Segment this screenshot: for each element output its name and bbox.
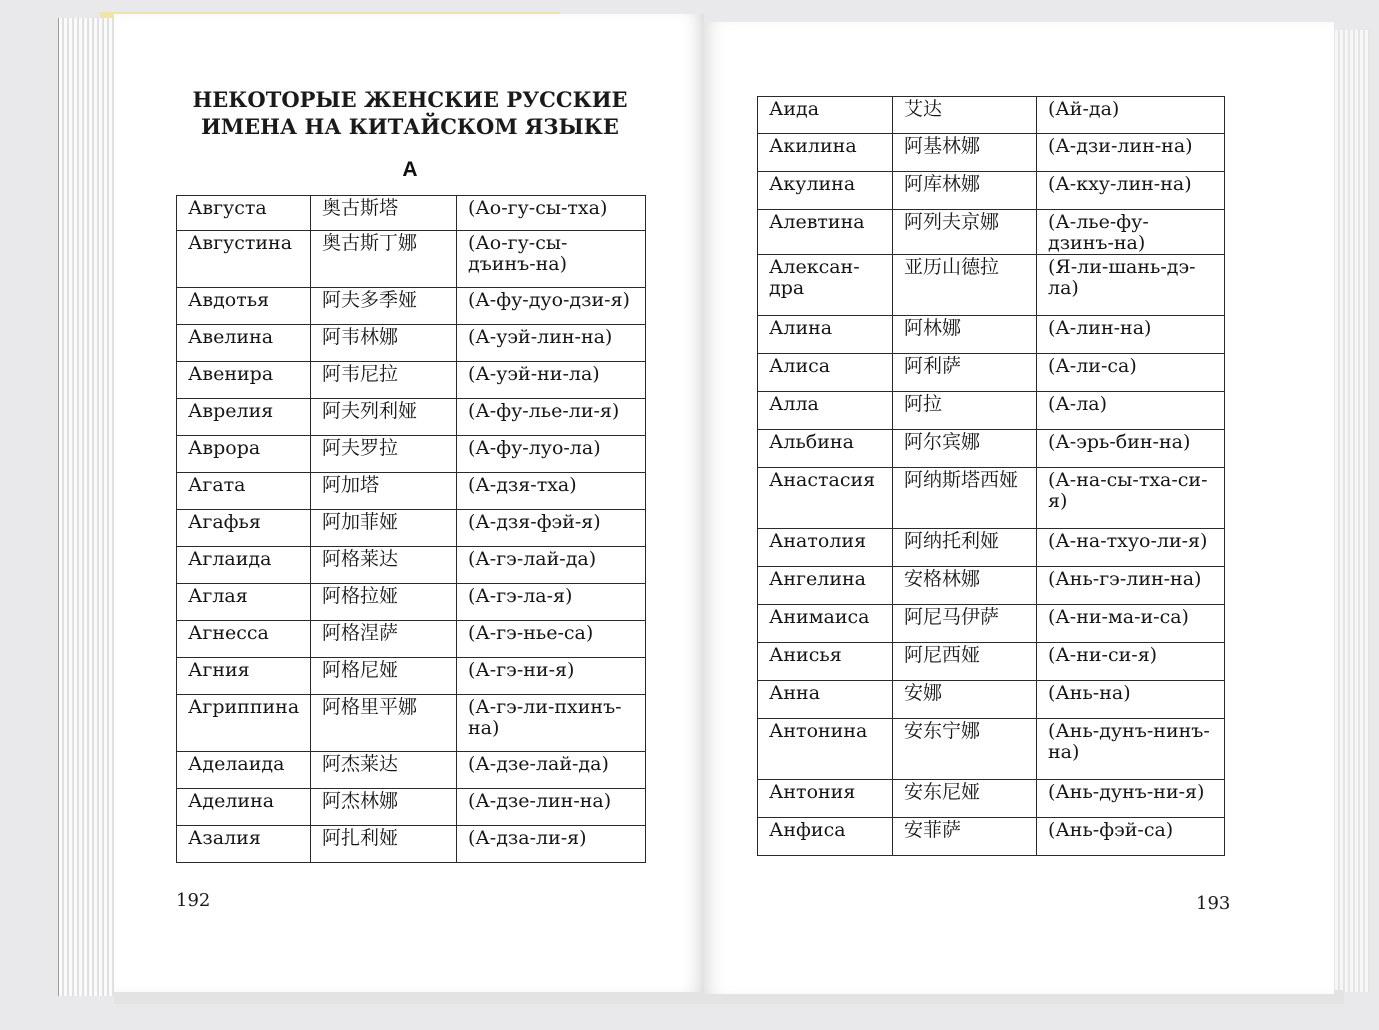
chinese-name-cell: 阿格里平娜 [311,695,457,752]
page-edges-right [1330,30,1370,992]
table-row [758,172,1225,210]
table-row [177,510,646,547]
table-row [177,547,646,584]
russian-name-cell: Августа [177,196,311,231]
chinese-name-cell: 阿库林娜 [893,172,1037,210]
transcription-cell: (Ань-гэ-лин-на) [1037,567,1225,605]
chinese-name-cell: 安东宁娜 [893,719,1037,780]
table-row [758,719,1225,780]
chinese-name-cell: 阿加菲娅 [311,510,457,547]
transcription-cell: (А-гэ-нье-са) [457,621,646,658]
russian-name-cell: Алексан-дра [758,255,893,316]
chinese-name-cell: 阿韦林娜 [311,325,457,362]
russian-name-cell: Аделаида [177,752,311,789]
chinese-name-cell: 阿格尼娅 [311,658,457,695]
chinese-name-cell: 阿纳托利娅 [893,529,1037,567]
chinese-name-cell: 阿格涅萨 [311,621,457,658]
transcription-cell: (А-дзя-фэй-я) [457,510,646,547]
table-row [177,584,646,621]
russian-name-cell: Аврелия [177,399,311,436]
transcription-cell: (А-ли-са) [1037,354,1225,392]
russian-name-cell: Авдотья [177,288,311,325]
chinese-name-cell: 阿加塔 [311,473,457,510]
title-line-2: ИМЕНА НА КИТАЙСКОМ ЯЗЫКЕ [201,114,619,139]
chinese-name-cell: 阿夫罗拉 [311,436,457,473]
chinese-name-cell: 阿格拉娅 [311,584,457,621]
table-row [177,399,646,436]
russian-name-cell: Авелина [177,325,311,362]
table-row [758,255,1225,316]
chinese-name-cell: 安娜 [893,681,1037,719]
transcription-cell: (Ань-дунъ-нинъ-на) [1037,719,1225,780]
transcription-cell: (А-эрь-бин-на) [1037,430,1225,468]
russian-name-cell: Аврора [177,436,311,473]
table-row [177,789,646,826]
table-row [177,362,646,399]
transcription-cell: (А-фу-луо-ла) [457,436,646,473]
table-row [177,196,646,231]
page-number-left: 192 [176,890,211,911]
chinese-name-cell: 阿扎利娅 [311,826,457,863]
page-number-right: 193 [1196,893,1231,914]
title-line-1: НЕКОТОРЫЕ ЖЕНСКИЕ РУССКИЕ [192,87,628,112]
table-row [177,658,646,695]
transcription-cell: (Ао-гу-сы-тха) [457,196,646,231]
russian-name-cell: Акулина [758,172,893,210]
transcription-cell: (А-фу-лье-ли-я) [457,399,646,436]
chinese-name-cell: 阿尼马伊萨 [893,605,1037,643]
russian-name-cell: Агриппина [177,695,311,752]
chinese-name-cell: 阿拉 [893,392,1037,430]
chinese-name-cell: 艾达 [893,97,1037,134]
transcription-cell: (А-уэй-ни-ла) [457,362,646,399]
chinese-name-cell: 阿杰莱达 [311,752,457,789]
transcription-cell: (А-лин-на) [1037,316,1225,354]
russian-name-cell: Анфиса [758,818,893,856]
chinese-name-cell: 安菲萨 [893,818,1037,856]
russian-name-cell: Алина [758,316,893,354]
chinese-name-cell: 奥古斯丁娜 [311,231,457,288]
transcription-cell: (Ао-гу-сы-дъинъ-на) [457,231,646,288]
russian-name-cell: Ангелина [758,567,893,605]
page-title [170,86,650,140]
table-row [177,695,646,752]
table-row [177,473,646,510]
chinese-name-cell: 安格林娜 [893,567,1037,605]
table-row [177,231,646,288]
russian-name-cell: Анатолия [758,529,893,567]
russian-name-cell: Антонина [758,719,893,780]
chinese-name-cell: 阿列夫京娜 [893,210,1037,255]
table-row [758,134,1225,172]
table-row [177,288,646,325]
transcription-cell: (А-уэй-лин-на) [457,325,646,362]
russian-name-cell: Анисья [758,643,893,681]
transcription-cell: (А-ни-ма-и-са) [1037,605,1225,643]
table-row [758,210,1225,255]
table-row [177,826,646,863]
transcription-cell: (А-ни-си-я) [1037,643,1225,681]
chinese-name-cell: 阿纳斯塔西娅 [893,468,1037,529]
russian-name-cell: Алла [758,392,893,430]
russian-name-cell: Аглая [177,584,311,621]
transcription-cell: (А-гэ-лай-да) [457,547,646,584]
table-row [758,354,1225,392]
table-row [758,529,1225,567]
chinese-name-cell: 奥古斯塔 [311,196,457,231]
russian-name-cell: Агата [177,473,311,510]
russian-name-cell: Агнесса [177,621,311,658]
chinese-name-cell: 安东尼娅 [893,780,1037,818]
table-row [758,97,1225,134]
russian-name-cell: Альбина [758,430,893,468]
chinese-name-cell: 阿利萨 [893,354,1037,392]
table-row [758,567,1225,605]
russian-name-cell: Аделина [177,789,311,826]
transcription-cell: (А-на-сы-тха-си-я) [1037,468,1225,529]
russian-name-cell: Аида [758,97,893,134]
russian-name-cell: Антония [758,780,893,818]
russian-name-cell: Агния [177,658,311,695]
transcription-cell: (А-дзе-лин-на) [457,789,646,826]
names-table-left [176,195,646,863]
table-row [758,430,1225,468]
section-letter: А [402,158,418,181]
table-row [758,468,1225,529]
chinese-name-cell: 阿林娜 [893,316,1037,354]
chinese-name-cell: 阿杰林娜 [311,789,457,826]
chinese-name-cell: 阿韦尼拉 [311,362,457,399]
transcription-cell: (А-гэ-ни-я) [457,658,646,695]
russian-name-cell: Анимаиса [758,605,893,643]
russian-name-cell: Азалия [177,826,311,863]
table-row [758,605,1225,643]
table-row [177,752,646,789]
table-row [177,325,646,362]
transcription-cell: (А-дзя-тха) [457,473,646,510]
table-row [177,621,646,658]
transcription-cell: (А-ла) [1037,392,1225,430]
transcription-cell: (Я-ли-шань-дэ-ла) [1037,255,1225,316]
transcription-cell: (Ань-фэй-са) [1037,818,1225,856]
transcription-cell: (А-лье-фу-дзинъ-на) [1037,210,1225,255]
russian-name-cell: Агафья [177,510,311,547]
transcription-cell: (Ань-дунъ-ни-я) [1037,780,1225,818]
transcription-cell: (А-гэ-ла-я) [457,584,646,621]
russian-name-cell: Анастасия [758,468,893,529]
russian-name-cell: Авенира [177,362,311,399]
transcription-cell: (А-кху-лин-на) [1037,172,1225,210]
russian-name-cell: Алиса [758,354,893,392]
transcription-cell: (А-дза-ли-я) [457,826,646,863]
transcription-cell: (Ай-да) [1037,97,1225,134]
chinese-name-cell: 阿格莱达 [311,547,457,584]
table-row [758,681,1225,719]
transcription-cell: (Ань-на) [1037,681,1225,719]
table-row [758,643,1225,681]
russian-name-cell: Аглаида [177,547,311,584]
transcription-cell: (А-гэ-ли-пхинъ-на) [457,695,646,752]
transcription-cell: (А-на-тхуо-ли-я) [1037,529,1225,567]
transcription-cell: (А-фу-дуо-дзи-я) [457,288,646,325]
names-table-right [757,96,1225,856]
russian-name-cell: Алевтина [758,210,893,255]
table-row [758,780,1225,818]
page-edges-left [58,18,117,996]
russian-name-cell: Анна [758,681,893,719]
russian-name-cell: Акилина [758,134,893,172]
chinese-name-cell: 阿基林娜 [893,134,1037,172]
chinese-name-cell: 阿尼西娅 [893,643,1037,681]
table-row [758,818,1225,856]
russian-name-cell: Августина [177,231,311,288]
chinese-name-cell: 阿夫列利娅 [311,399,457,436]
transcription-cell: (А-дзе-лай-да) [457,752,646,789]
table-row [177,436,646,473]
table-row [758,392,1225,430]
transcription-cell: (А-дзи-лин-на) [1037,134,1225,172]
chinese-name-cell: 亚历山德拉 [893,255,1037,316]
table-row [758,316,1225,354]
chinese-name-cell: 阿夫多季娅 [311,288,457,325]
chinese-name-cell: 阿尔宾娜 [893,430,1037,468]
